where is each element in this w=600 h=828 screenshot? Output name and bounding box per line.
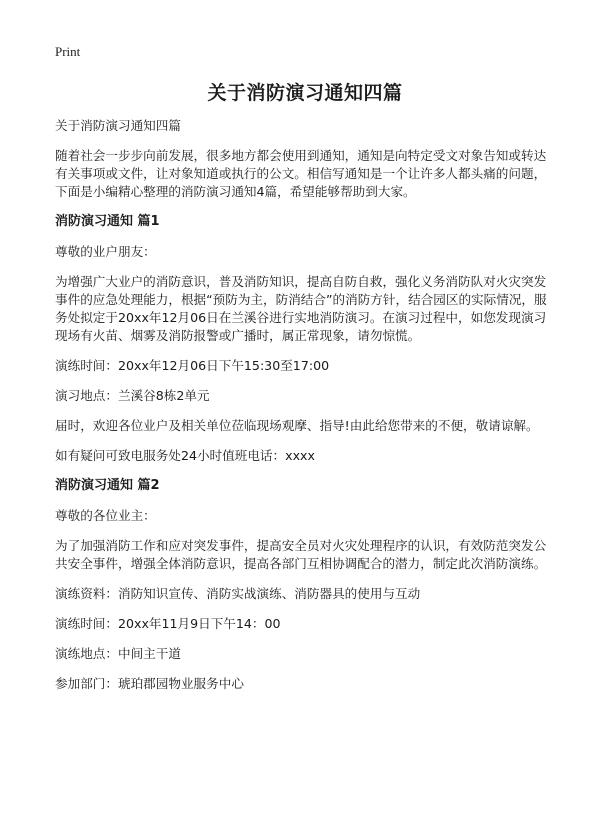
section2-materials: 演练资料：消防知识宣传、消防实战演练、消防器具的使用与互动 [55,586,421,601]
section1-greeting: 尊敬的业户朋友： [55,244,156,259]
print-link[interactable]: Print [55,44,81,59]
section2-greeting: 尊敬的各位业主： [55,508,156,523]
section2-dept: 参加部门：琥珀郡园物业服务中心 [55,676,244,691]
section1-body: 为增强广大业户的消防意识，普及消防知识，提高自防自救，强化义务消防队对火灾突发事件的应急处理能力，根据“预防为主，防消结合”的消防方针，结合园区的实际情况，服务处拟定于20xx年12月06日在兰溪谷进行实地消防演习。在演习过程中，如您发现演习现场有火苗、烟雾及消防报警或广播时，属正常现象，请勿惊慌。 [55,274,547,343]
section-heading-1: 消防演习通知 篇1 [55,214,160,229]
section2-body: 为了加强消防工作和应对突发事件，提高安全员对火灾处理程序的认识，有效防范突发公共安全事件，增强全体消防意识，提高各部门互相协调配合的潜力，制定此次消防演练。 [55,538,547,571]
section-heading-2: 消防演习通知 篇2 [55,478,160,493]
section2-time: 演练时间：20xx年11月9日下午14：00 [55,616,281,631]
section1-contact: 如有疑问可致电服务处24小时值班电话：xxxx [55,448,315,463]
document-subtitle: 关于消防演习通知四篇 [55,118,181,133]
intro-paragraph: 随着社会一步步向前发展，很多地方都会使用到通知，通知是向特定受文对象告知或转达有关事项或文件，让对象知道或执行的公文。相信写通知是一个让许多人都头痛的问题，下面是小编精心整理的消防演习通知4篇，希望能够帮助到大家。 [55,148,547,199]
section1-note: 届时，欢迎各位业户及相关单位莅临现场观摩、指导!由此给您带来的不便，敬请谅解。 [55,418,539,433]
section1-place: 演习地点：兰溪谷8栋2单元 [55,388,210,403]
section2-place: 演练地点：中间主干道 [55,646,181,661]
section1-time: 演练时间：20xx年12月06日下午15:30至17:00 [55,358,330,373]
page-title: 关于消防演习通知四篇 [207,82,403,104]
document-body [55,117,555,705]
